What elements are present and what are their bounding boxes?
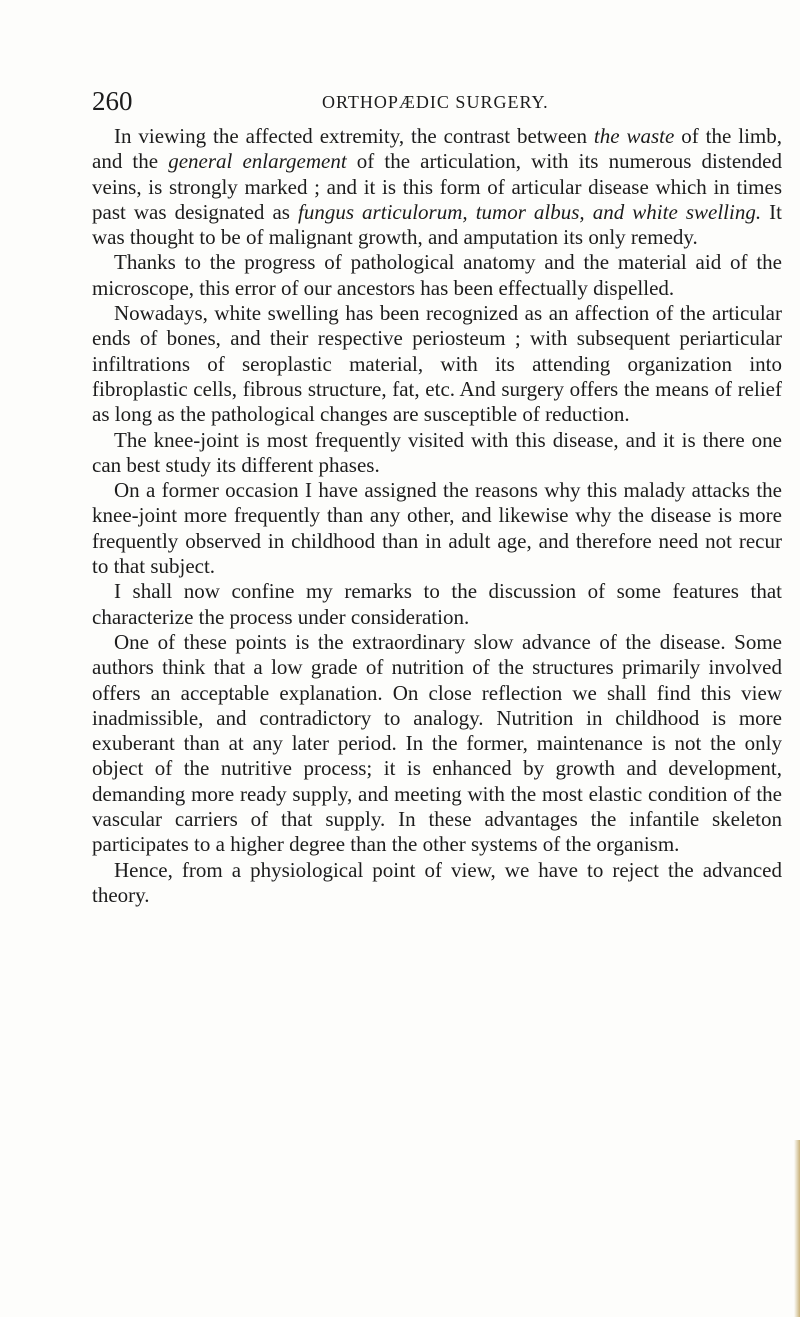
paragraph-5: On a former occasion I have assigned the reasons why this malady attacks the knee-joint more frequently than any other, and likewise why the disease is more frequently observed in childhood than in adult age, and therefore need not recur to that subject. bbox=[92, 478, 782, 579]
paragraph-6: I shall now confine my remarks to the discussion of some features that characterize the process under consideration. bbox=[92, 579, 782, 629]
italic-term: fungus articulorum, tumor albus, and white swelling. bbox=[298, 199, 762, 224]
paragraph-8: Hence, from a physiological point of view, we have to reject the advanced theory. bbox=[92, 857, 782, 907]
paragraph-1: In viewing the affected extremity, the contrast between the waste of the limb, and the general enlargement of the articulation, with its numerous distended veins, is strongly marked ; and it is this form of articular disease which in times past was designated as fungus articulorum, tumor albus, and white swelling. It was thought to be of malignant growth, and amputation its only remedy. bbox=[92, 124, 783, 250]
italic-term: the waste bbox=[593, 124, 675, 148]
page-edge-stain bbox=[794, 1140, 800, 1317]
italic-term: general enlargement bbox=[168, 149, 347, 174]
page-number: 260 bbox=[92, 86, 133, 116]
body-text bbox=[92, 124, 782, 908]
running-title: ORTHOPÆDIC SURGERY. bbox=[322, 92, 549, 112]
paragraph-4: The knee-joint is most frequently visited with this disease, and it is there one can best study its different phases. bbox=[92, 427, 782, 477]
paragraph-3: Nowadays, white swelling has been recognized as an affection of the articular ends of bones, and their respective periosteum ; with subsequent periarticular infiltrations of seroplastic material, with its attending organization into fibroplastic cells, fibrous structure, fat, etc. And surgery offers the means of relief as long as the pathological changes are susceptible of reduction. bbox=[92, 301, 782, 427]
paragraph-2: Thanks to the progress of pathological anatomy and the material aid of the microscope, this error of our ancestors has been effectually dispelled. bbox=[92, 250, 782, 300]
page-header bbox=[92, 86, 782, 116]
paragraph-7: One of these points is the extraordinary slow advance of the disease. Some authors think that a low grade of nutrition of the structures primarily involved offers an acceptable explanation. On close reflection we shall find this view inadmissible, and contradictory to analogy. Nutrition in childhood is more exuberant than at any later period. In the former, maintenance is not the only object of the nutritive process; it is enhanced by growth and development, demanding more ready supply, and meeting with the most elastic condition of the vascular carriers of that supply. In these advantages the infantile skeleton participates to a higher degree than the other systems of the organism. bbox=[92, 629, 782, 857]
